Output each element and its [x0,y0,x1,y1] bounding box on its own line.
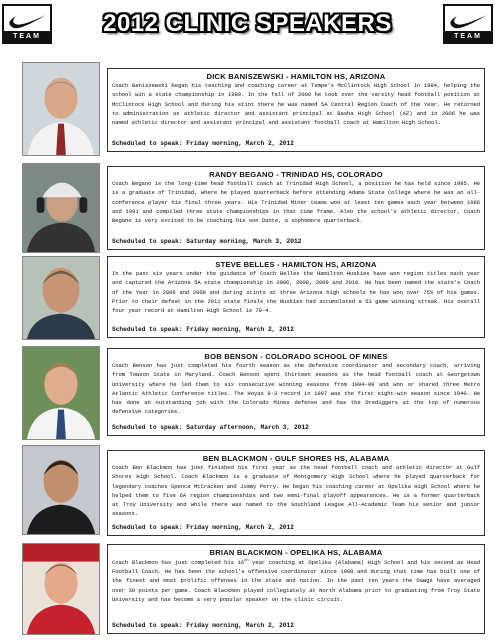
headshot-icon [23,164,99,252]
headshot-icon [23,544,99,634]
ordinal-suffix: th [243,559,249,563]
headshot-icon [23,63,99,155]
speaker-schedule: Scheduled to speak: Saturday morning, March 3, 2012 [112,238,302,245]
speaker-bio: Coach Ben Blackmon has just finished his first year as the head football coach and athletic director at Gulf Shores High School. Coach Blackmon is a graduate of Montgomery High School where he played quarterback for legendary coaches Spence McCracken and Jimmy Perry. He began his coaching career at Opelika High School where he helped them to five 6A region championships and two semi-final playoff appearances. He is a former quarterback at Troy University and while there was named to the Southland League All-Academic Team his senior and junior seasons. [112,464,480,518]
speaker-name: BEN BLACKMON - GULF SHORES HS, ALABAMA [202,454,390,463]
headshot-icon [23,446,99,534]
bio-text: year coaching at Opelika (Alabama) High School and his second as Head Football Coach. He has been the school's offensive coordinator since 1998 and during that time has built one of the finest and most prolific offenses in the state and nation. In the past ten years the Dawgs have averaged over 30 points per game. Coach Blackmon played collegiately at North Alabama prior to graduating from Troy State University and has become a very popular speaker on the clinic circuit. [112,558,480,604]
headshot-icon [23,257,99,339]
speaker-schedule: Scheduled to speak: Friday morning, March 2, 2012 [112,622,294,629]
speaker-bio: Coach Benson has just completed his fourth season as the defensive coordinator and secondary coach, arriving from Towson State in Maryland. Coach Benson spent thirteen seasons as the head football coach at Georgetown University where he led them to six consecutive winning seasons from 1994-99 and won or shared three Metro Atlantic Athletic Conference titles. The Hoyas 8-3 record in 1997 was the first eight-win season since 1940. He has done an outstanding job with the Colorado Mines defense and has the Orediggers at the top of numerous defensive categories. [112,362,480,416]
speaker-photo [22,62,100,156]
swoosh-icon [8,9,48,31]
speaker-schedule: Scheduled to speak: Friday morning, March 2, 2012 [112,140,294,147]
speaker-card [107,256,485,338]
headshot-icon [23,347,99,439]
speaker-card [107,348,485,436]
team-label: TEAM [4,31,50,42]
page-header [0,0,495,48]
speaker-photo [22,256,100,340]
speaker-bio: Coach Begano is the long-time head football coach at Trinidad High School, a position he has held since 1985. He is a graduate of Trinidad, where he played quarterback before attending Adams State College where he was an all-conference player his final three years. His Trinidad Miner teams won at least ten games each year between 1986 and 1991 and compiled three state championships in that time frame. Also the school's athletic director, Coach Begano is very excited to be coaching his son Dante, a sophomore quarterback. [112,180,480,225]
speaker-photo [22,346,100,440]
speaker-bio: In the past six years under the guidance of Coach Belles the Hamilton Huskies have won region titles each year and captured the Arizona 5A state championship in 2006, 2008, 2009 and 2010. He has been named the state's Coach of the Year in 2006 and 2008 and during stints at three Arizona high schools he has won over 75% of his games. Prior to their defeat in the 2011 state finals the Huskies had accumulated a 53 game winning streak. His overall four year record at Hamilton High School is 79-4. [112,270,480,315]
bio-text: Coach Blackmon has just completed his 16 [112,558,244,566]
speaker-name: BOB BENSON - COLORADO SCHOOL OF MINES [204,352,388,361]
speaker-card [107,166,485,250]
speaker-bio: Coach Baniszewski began his teaching and coaching career at Tempe's McClintock High School in 1984, helping the school win a state championship in 1989. In the fall of 2000 he took over the varsity head football position at McClintock High School and during his stint there he was named 5A Central Region Coach of the Year. He returned to administration as athletic director and assistant principal at Basha High School (AZ) and in 2006 he was named athletic director and assistant principal and assistant football coach at Hamilton High School. [112,82,480,127]
page-title: 2012 CLINIC SPEAKERS [103,10,392,37]
speaker-bio [108,557,484,604]
speaker-name: RANDY BEGANO - TRINIDAD HS, COLORADO [209,170,383,179]
speaker-photo [22,445,100,535]
team-label: TEAM [445,31,491,42]
speaker-schedule: Scheduled to speak: Friday morning, March 2, 2012 [112,326,294,333]
speaker-schedule: Scheduled to speak: Saturday afternoon, March 3, 2012 [112,424,309,431]
speaker-photo [22,543,100,635]
team-logo-left [2,4,52,44]
speaker-card [107,450,485,536]
speaker-card [107,544,485,634]
speaker-photo [22,163,100,253]
speaker-name: DICK BANISZEWSKI - HAMILTON HS, ARIZONA [206,72,386,81]
speaker-card [107,68,485,152]
swoosh-icon [449,9,489,31]
speaker-name: STEVE BELLES - HAMILTON HS, ARIZONA [215,260,377,269]
speaker-schedule: Scheduled to speak: Friday morning, March 2, 2012 [112,524,294,531]
speaker-name: BRIAN BLACKMON - OPELIKA HS, ALABAMA [209,548,383,557]
team-logo-right [443,4,493,44]
